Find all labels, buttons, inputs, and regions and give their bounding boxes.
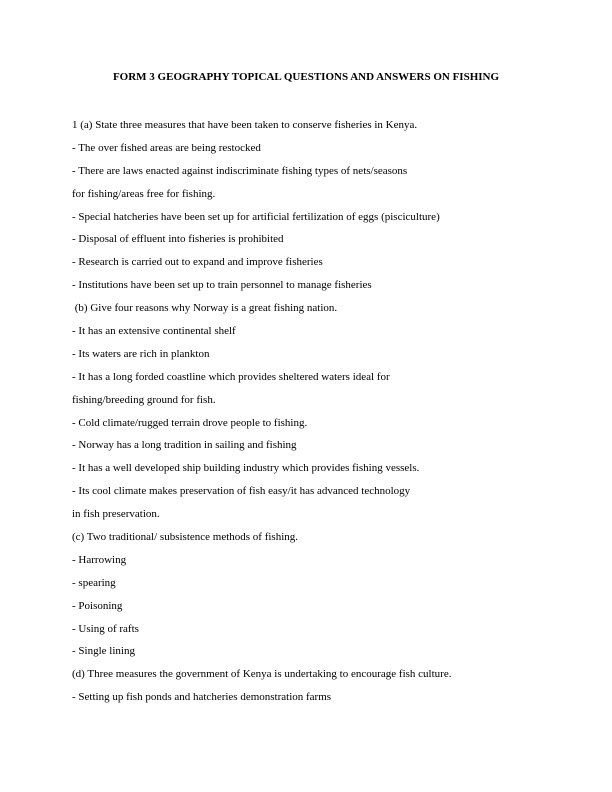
answer-line: - Disposal of effluent into fisheries is prohibited xyxy=(72,233,284,246)
answer-line: - Cold climate/rugged terrain drove people to fishing. xyxy=(72,416,308,429)
page-title: FORM 3 GEOGRAPHY TOPICAL QUESTIONS AND ANSWERS ON FISHING xyxy=(112,71,500,83)
answer-line: - spearing xyxy=(72,576,116,589)
answer-line: - The over fished areas are being restocked xyxy=(72,141,261,154)
answer-line: - Its waters are rich in plankton xyxy=(72,347,210,360)
answer-line: - It has a long forded coastline which provides sheltered waters ideal for xyxy=(72,370,390,383)
answer-line: - It has a well developed ship building industry which provides fishing vessels. xyxy=(72,462,420,475)
answer-line: - Poisoning xyxy=(72,599,123,612)
question-1b: (b) Give four reasons why Norway is a great fishing nation. xyxy=(72,302,338,315)
question-1c: (c) Two traditional/ subsistence methods of fishing. xyxy=(72,531,299,544)
answer-line: - There are laws enacted against indiscriminate fishing types of nets/seasons xyxy=(72,164,408,177)
answer-line: - Institutions have been set up to train personnel to manage fisheries xyxy=(72,279,372,292)
answer-line: - Harrowing xyxy=(72,553,127,566)
answer-line: - Using of rafts xyxy=(72,622,139,635)
answer-line: - Its cool climate makes preservation of fish easy/it has advanced technology xyxy=(72,485,411,498)
answer-line: in fish preservation. xyxy=(72,508,160,521)
answer-line: - Norway has a long tradition in sailing and fishing xyxy=(72,439,297,452)
answer-line: - It has an extensive continental shelf xyxy=(72,325,236,338)
answer-line: fishing/breeding ground for fish. xyxy=(72,393,216,406)
question-1d: (d) Three measures the government of Kenya is undertaking to encourage fish culture. xyxy=(72,668,452,681)
answer-line: - Single lining xyxy=(72,645,135,658)
answer-line: - Special hatcheries have been set up for artificial fertilization of eggs (pisciculture) xyxy=(72,210,440,223)
answer-line: - Setting up fish ponds and hatcheries demonstration farms xyxy=(72,691,332,704)
answer-lines xyxy=(72,118,592,713)
answer-line: for fishing/areas free for fishing. xyxy=(72,187,216,200)
question-1a: 1 (a) State three measures that have been taken to conserve fisheries in Kenya. xyxy=(72,119,418,131)
answer-line: - Research is carried out to expand and improve fisheries xyxy=(72,256,323,269)
